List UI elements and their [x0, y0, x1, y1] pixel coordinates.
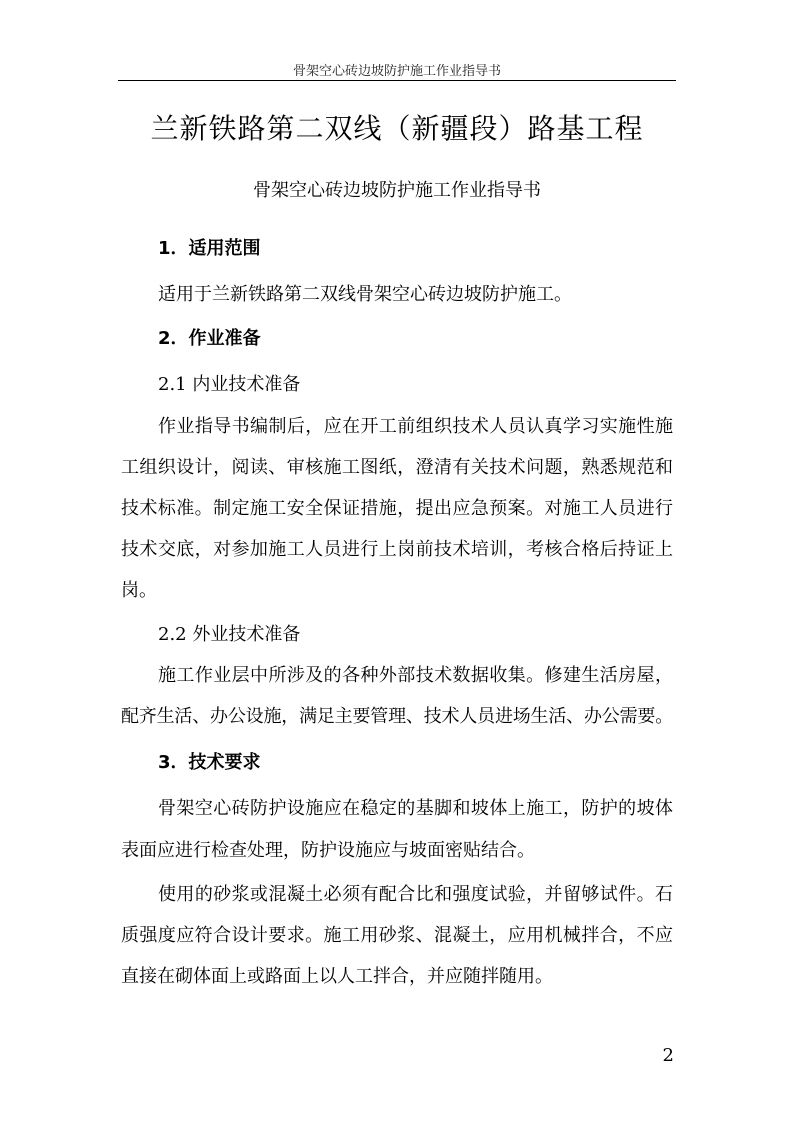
paragraph-line: 骨架空心砖防护设施应在稳定的基脚和坡体上施工，防护的坡体 — [158, 798, 673, 819]
paragraph-line: 工组织设计，阅读、审核施工图纸，澄清有关技术问题，熟悉规范和 — [121, 457, 673, 478]
paragraph-line: 技术交底，对参加施工人员进行上岗前技术培训，考核合格后持证上 — [121, 539, 673, 560]
paragraph-line: 作业指导书编制后，应在开工前组织技术人员认真学习实施性施 — [158, 416, 673, 437]
section-heading-scope: 1．适用范围 — [158, 238, 261, 259]
document-subtitle: 骨架空心砖边坡防护施工作业指导书 — [253, 180, 541, 201]
subsection-heading-external: 2.2 外业技术准备 — [158, 624, 301, 645]
paragraph-line: 施工作业层中所涉及的各种外部技术数据收集。修建生活房屋， — [158, 665, 673, 686]
section-heading-technical: 3．技术要求 — [158, 752, 261, 773]
paragraph-line: 直接在砌体面上或路面上以人工拌合，并应随拌随用。 — [121, 966, 553, 987]
paragraph-line: 使用的砂浆或混凝土必须有配合比和强度试验，并留够试件。石 — [158, 884, 673, 905]
running-header-title: 骨架空心砖边坡防护施工作业指导书 — [292, 64, 501, 79]
section-body-scope: 适用于兰新铁路第二双线骨架空心砖边坡防护施工。 — [158, 284, 572, 305]
page-number: 2 — [662, 1045, 674, 1066]
subsection-heading-internal: 2.1 内业技术准备 — [158, 374, 301, 395]
paragraph-line: 技术标准。制定施工安全保证措施，提出应急预案。对施工人员进行 — [121, 498, 673, 519]
paragraph-line: 配齐生活、办公设施，满足主要管理、技术人员进场生活、办公需要。 — [121, 706, 673, 727]
section-heading-preparation: 2．作业准备 — [158, 328, 261, 349]
header-divider — [118, 80, 676, 81]
paragraph-line: 质强度应符合设计要求。施工用砂浆、混凝土，应用机械拌合，不应 — [121, 925, 673, 946]
document-title: 兰新铁路第二双线（新疆段）路基工程 — [150, 112, 644, 145]
paragraph-line: 岗。 — [121, 580, 157, 601]
paragraph-line: 表面应进行检查处理，防护设施应与坡面密贴结合。 — [121, 840, 535, 861]
